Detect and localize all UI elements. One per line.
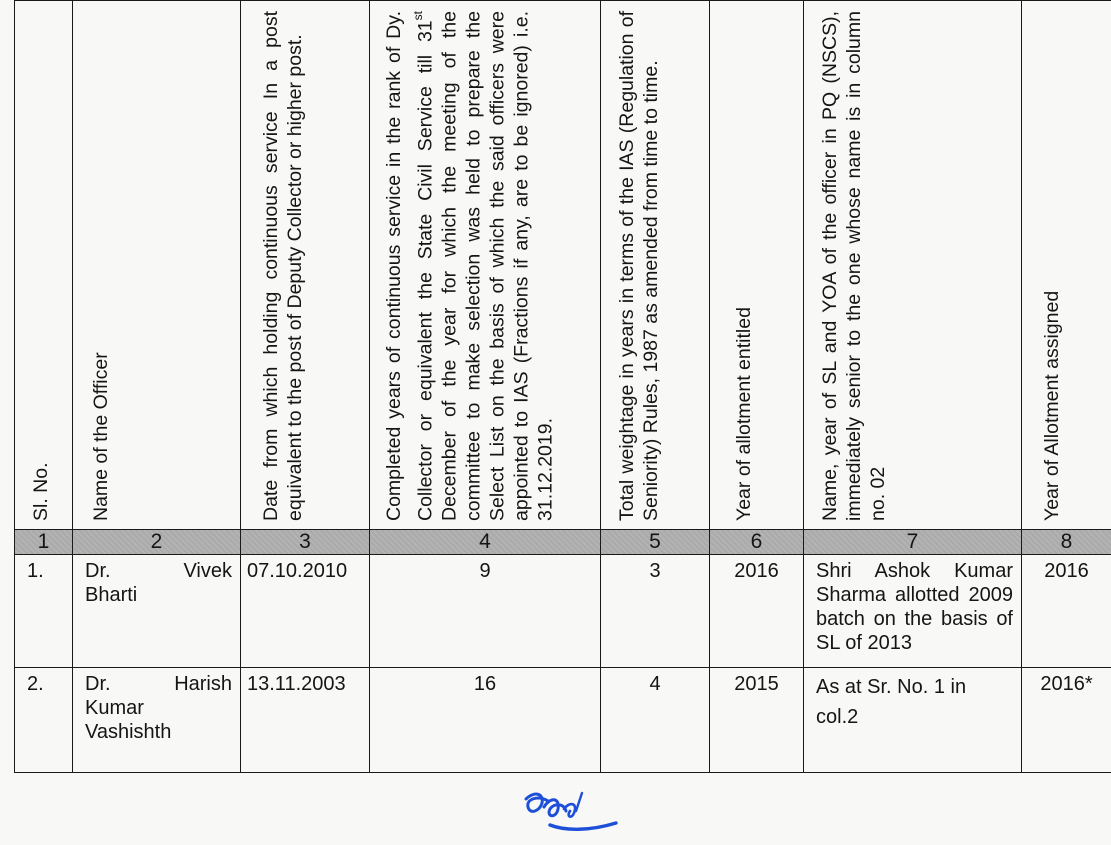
header-weightage: Total weightage in years in terms of the IAS (Regulation of Seniority) Rules, 1987 as amended from time to time. bbox=[615, 11, 699, 521]
table-row bbox=[15, 555, 1111, 668]
name-part: Harish bbox=[174, 672, 232, 696]
yoa-assigned: 2016* bbox=[1022, 668, 1111, 696]
header-cell-7 bbox=[804, 1, 1022, 530]
header-row bbox=[15, 1, 1111, 530]
weightage-years: 3 bbox=[601, 555, 709, 583]
name-part: Dr. bbox=[85, 559, 111, 583]
column-number: 4 bbox=[370, 530, 601, 555]
column-number: 6 bbox=[710, 530, 804, 555]
name-part: Dr. bbox=[85, 672, 111, 696]
column-number: 3 bbox=[241, 530, 370, 555]
column-number: 7 bbox=[804, 530, 1022, 555]
officer-name bbox=[73, 668, 240, 744]
signature bbox=[520, 785, 620, 845]
row-sl-no: 2. bbox=[15, 668, 72, 696]
column-number: 8 bbox=[1022, 530, 1111, 555]
senior-officer-note: As at Sr. No. 1 in col.2 bbox=[804, 668, 984, 732]
header-cell-1 bbox=[15, 1, 73, 530]
header-senior-officer: Name, year of SL and YOA of the officer in PQ (NSCS), immediately senior to the one whose name is in column no. 02 bbox=[818, 11, 898, 521]
name-part: Kumar Vashishth bbox=[85, 696, 185, 744]
signature-mark bbox=[520, 785, 620, 840]
header-cell-6 bbox=[710, 1, 804, 530]
column-number: 2 bbox=[73, 530, 241, 555]
header-yoa-assigned: Year of Allotment assigned bbox=[1040, 11, 1068, 521]
header-cell-5 bbox=[601, 1, 710, 530]
row-sl-no: 1. bbox=[15, 555, 72, 583]
header-officer-name: Name of the Officer bbox=[89, 11, 115, 521]
senior-officer-note: Shri Ashok Kumar Sharma allotted 2009 batch on the basis of SL of 2013 bbox=[804, 555, 1021, 655]
name-part: Vivek bbox=[183, 559, 232, 583]
table-row bbox=[15, 668, 1111, 773]
header-yoa-entitled: Year of allotment entitled bbox=[732, 11, 760, 521]
weightage-years: 4 bbox=[601, 668, 709, 696]
yoa-entitled: 2015 bbox=[710, 668, 803, 696]
yoa-assigned: 2016 bbox=[1022, 555, 1111, 583]
header-cell-2 bbox=[73, 1, 241, 530]
service-date: 07.10.2010 bbox=[241, 555, 369, 583]
column-number: 1 bbox=[15, 530, 73, 555]
header-date-service: Date from which holding continuous service In a post equivalent to the post of Deputy Collector or higher post. bbox=[259, 11, 343, 521]
name-part: Bharti bbox=[85, 583, 232, 607]
officer-name bbox=[73, 555, 240, 607]
column-number: 5 bbox=[601, 530, 710, 555]
header-sl-no: Sl. No. bbox=[29, 11, 55, 521]
service-date: 13.11.2003 bbox=[241, 668, 369, 696]
header-cell-8 bbox=[1022, 1, 1111, 530]
column-number-row bbox=[15, 530, 1111, 555]
seniority-table bbox=[14, 0, 1111, 773]
header-cell-3 bbox=[241, 1, 370, 530]
yoa-entitled: 2016 bbox=[710, 555, 803, 583]
completed-years: 16 bbox=[370, 668, 600, 696]
completed-years: 9 bbox=[370, 555, 600, 583]
header-completed-years: Completed years of continuous service in the rank of Dy. Collector or equivalent the State Civil Service till 31st December of the year for which the meeting of the committee to make selection was held to prepare the Select List on the basis of which the said officers were appointed to IAS (Fractions if any, are to be ignored) i.e. 31.12.2019. bbox=[382, 11, 596, 521]
header-cell-4 bbox=[370, 1, 601, 530]
